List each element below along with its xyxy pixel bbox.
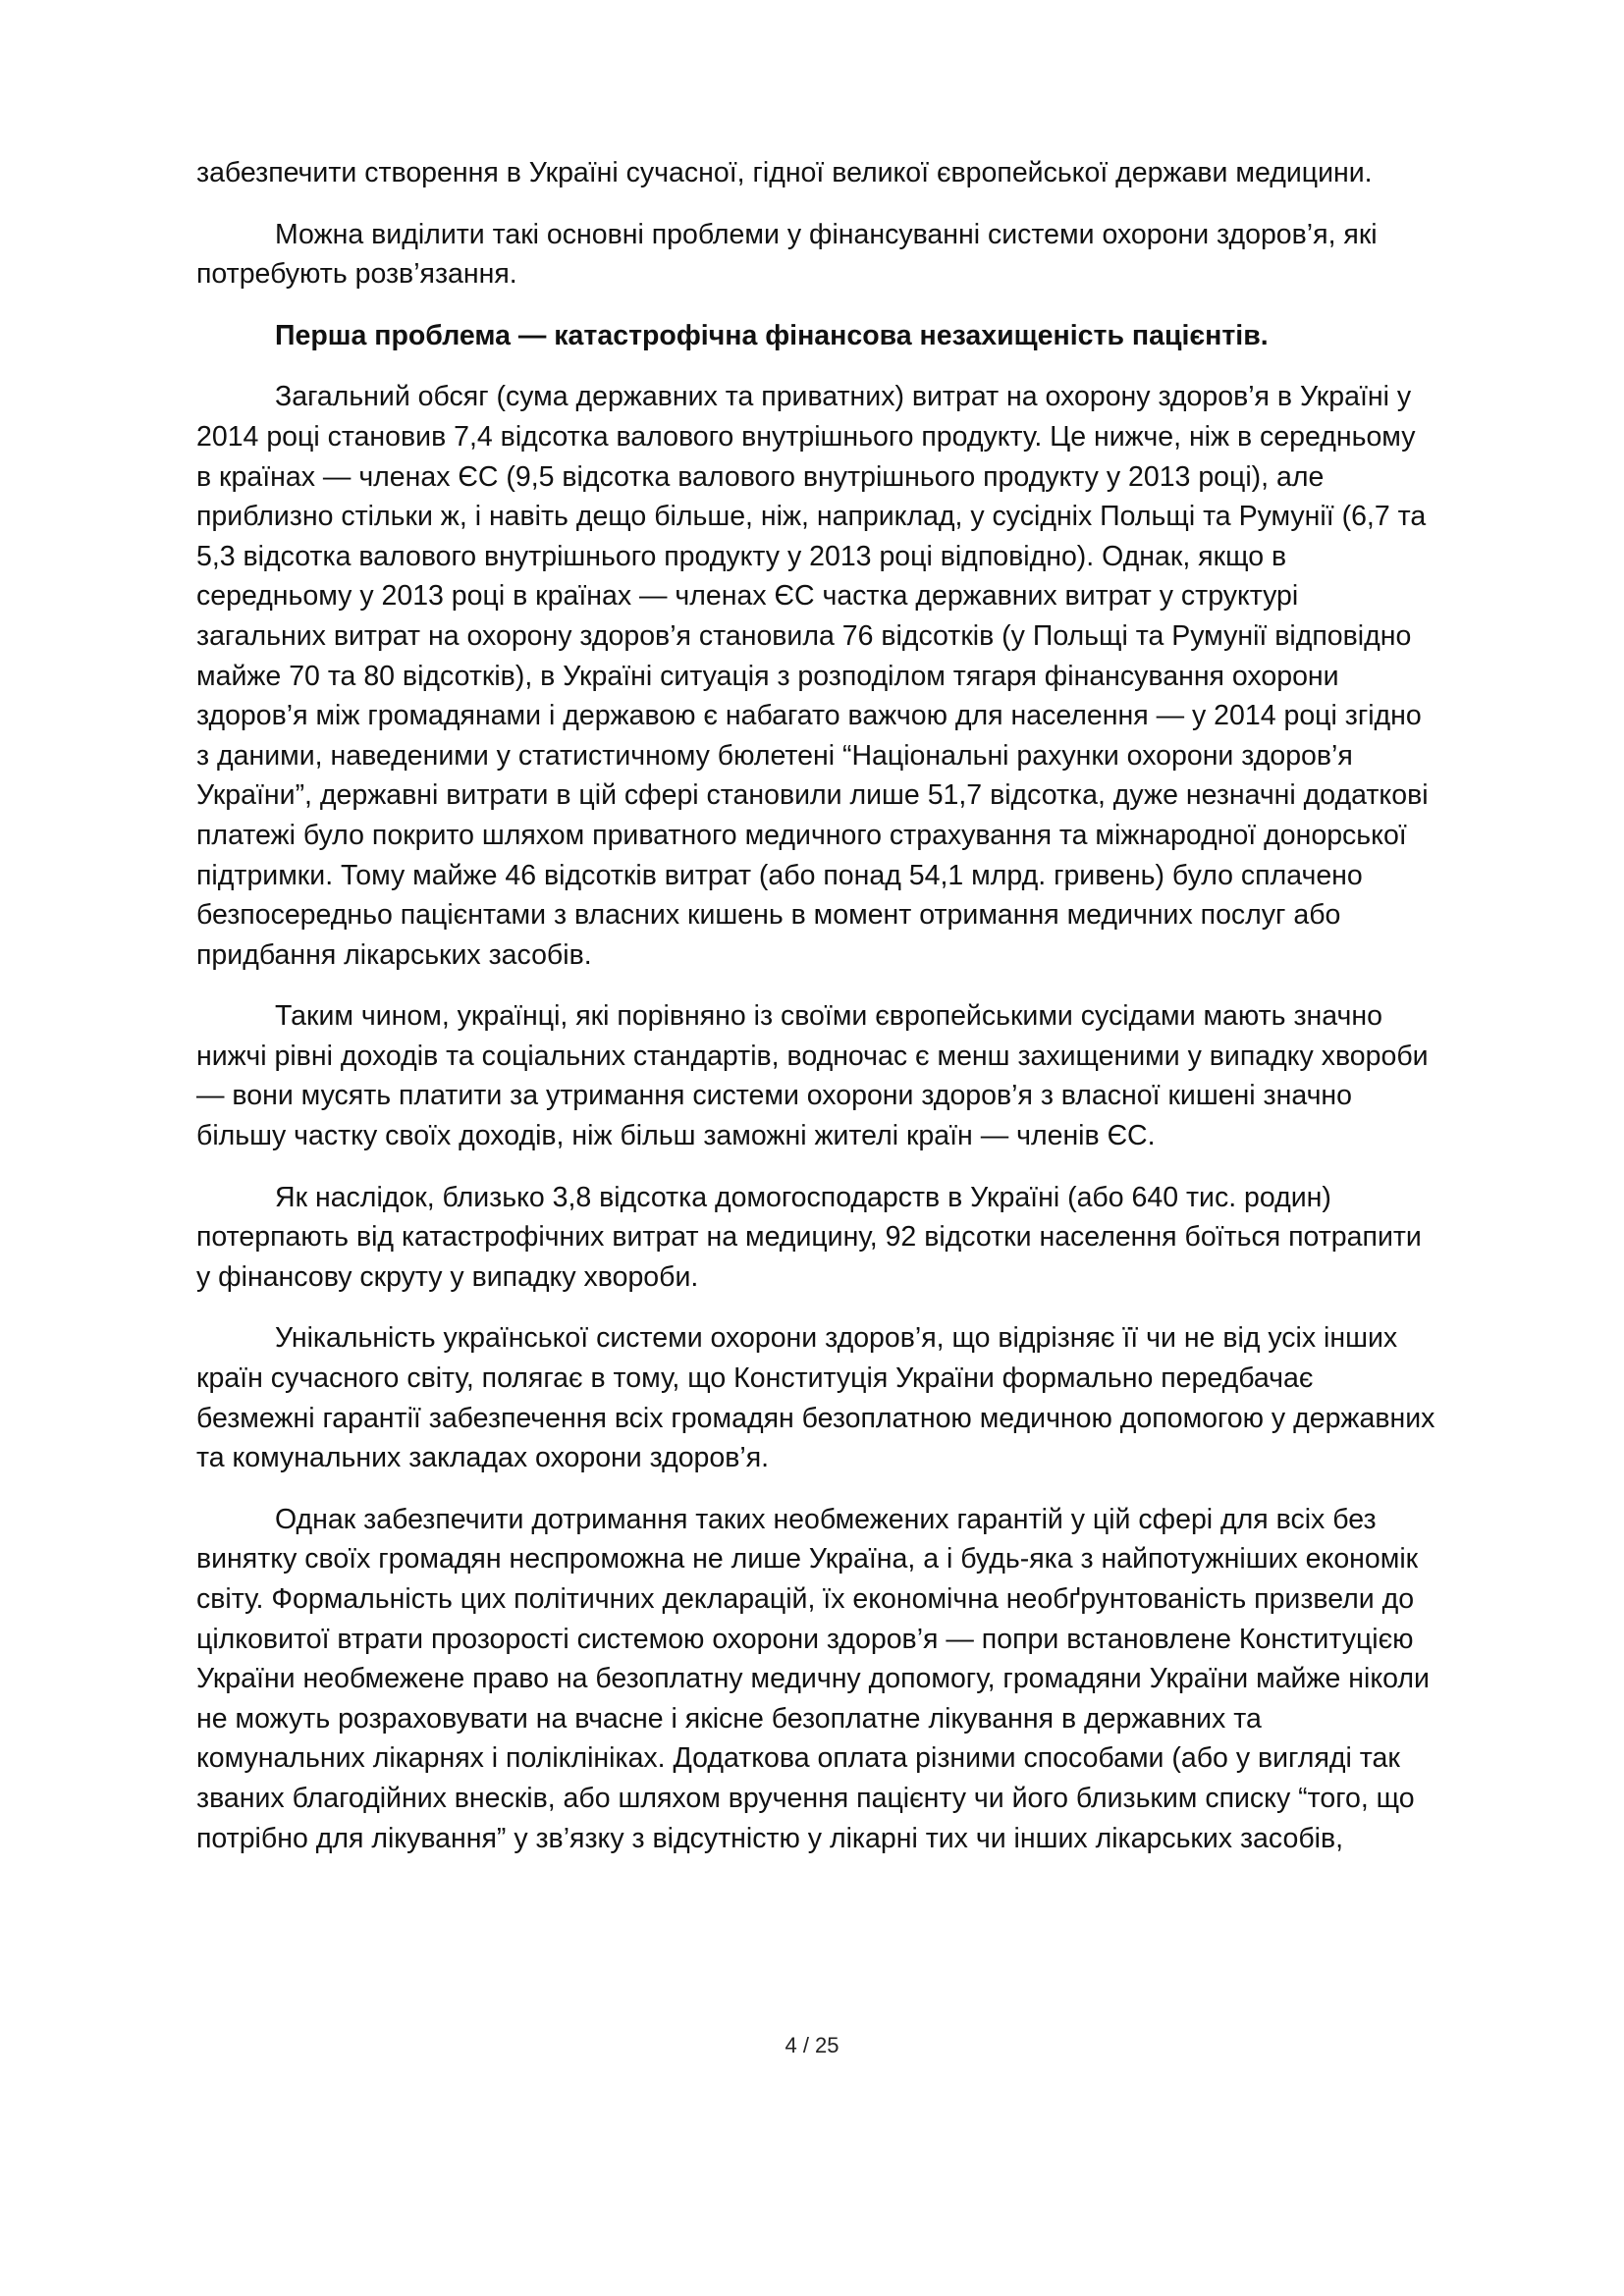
paragraph-catastrophic-expenses: Як наслідок, близько 3,8 відсотка домогосподарств в Україні (або 640 тис. родин) потерпають від катастрофічних витрат на медицину, 92 відсотки населення боїться потрапити у фінансову скруту у випадку хвороби. [196,1181,1422,1293]
paragraph-constitution-guarantees: Унікальність української системи охорони здоров’я, що відрізняє її чи не від усіх інших країн сучасного світу, полягає в тому, що Конституція України формально передбачає безмежні гарантії забезпечення всіх громадян безоплатною медичною допомогою у державних та комунальних закладах охорони здоров’я. [196,1322,1435,1474]
section-heading-first-problem: Перша проблема — катастрофічна фінансова незахищеність пацієнтів. [275,319,1269,351]
paragraph-ukrainians-less-protected: Таким чином, українці, які порівняно із своїми європейськими сусідами мають значно нижчі рівні доходів та соціальних стандартів, водночас є менш захищеними у випадку хвороби — вони мусять платити за утримання системи охорони здоров’я з власної кишені значно більшу частку своїх доходів, ніж більш заможні жителі країн — членів ЄС. [196,1000,1429,1152]
page-number: 4 / 25 [785,2033,839,2057]
paragraph-continuation: забезпечити створення в Україні сучасної, гідної великої європейської держави медицини. [196,157,1373,188]
paragraph-expenditure-statistics: Загальний обсяг (сума державних та приватних) витрат на охорону здоров’я в Україні у 2014 році становив 7,4 відсотка валового внутрішнього продукту. Це нижче, ніж в середньому в країнах — членах ЄС (9,5 відсотка валового внутрішнього продукту у 2013 році), але приблизно стільки ж, і навіть дещо більше, ніж, наприклад, у сусідніх Польщі та Румунії (6,7 та 5,3 відсотка валового внутрішнього продукту у 2013 році відповідно). Однак, якщо в середньому у 2013 році в країнах — членах ЄС частка державних витрат у структурі загальних витрат на охорону здоров’я становила 76 відсотків (у Польщі та Румунії відповідно майже 70 та 80 відсотків), в Україні ситуація з розподілом тягаря фінансування охорони здоров’я між громадянами і державою є набагато важчою для населення — у 2014 році згідно з даними, наведеними у статистичному бюлетені “Національні рахунки охорони здоров’я України”, державні витрати в цій сфері становили лише 51,7 відсотка, дуже незначні додаткові платежі було покрито шляхом приватного медичного страхування та міжнародної донорської підтримки. Тому майже 46 відсотків витрат (або понад 54,1 млрд. гривень) було сплачено безпосередньо пацієнтами з власних кишень в момент отримання медичних послуг або придбання лікарських засобів. [196,381,1429,971]
paragraph-intro-problems: Можна виділити такі основні проблеми у фінансуванні системи охорони здоров’я, які потребують розв’язання. [196,218,1378,291]
paragraph-unlimited-guarantees: Однак забезпечити дотримання таких необмежених гарантій у цій сфері для всіх без винятку своїх громадян неспроможна не лише Україна, а і будь-яка з найпотужніших економік світу. Формальність цих політичних декларацій, їх економічна необґрунтованість призвели до цілковитої втрати прозорості системою охорони здоров’я — попри встановлене Конституцією України необмежене право на безоплатну медичну допомогу, громадяни України майже ніколи не можуть розраховувати на вчасне і якісне безоплатне лікування в державних та комунальних лікарнях і поліклініках. Додаткова оплата різними способами (або у вигляді так званих благодійних внесків, або шляхом вручення пацієнту чи його близьким списку “того, що потрібно для лікування” у зв’язку з відсутністю у лікарні тих чи інших лікарських засобів, [196,1503,1430,1854]
page-body [196,153,1435,1880]
